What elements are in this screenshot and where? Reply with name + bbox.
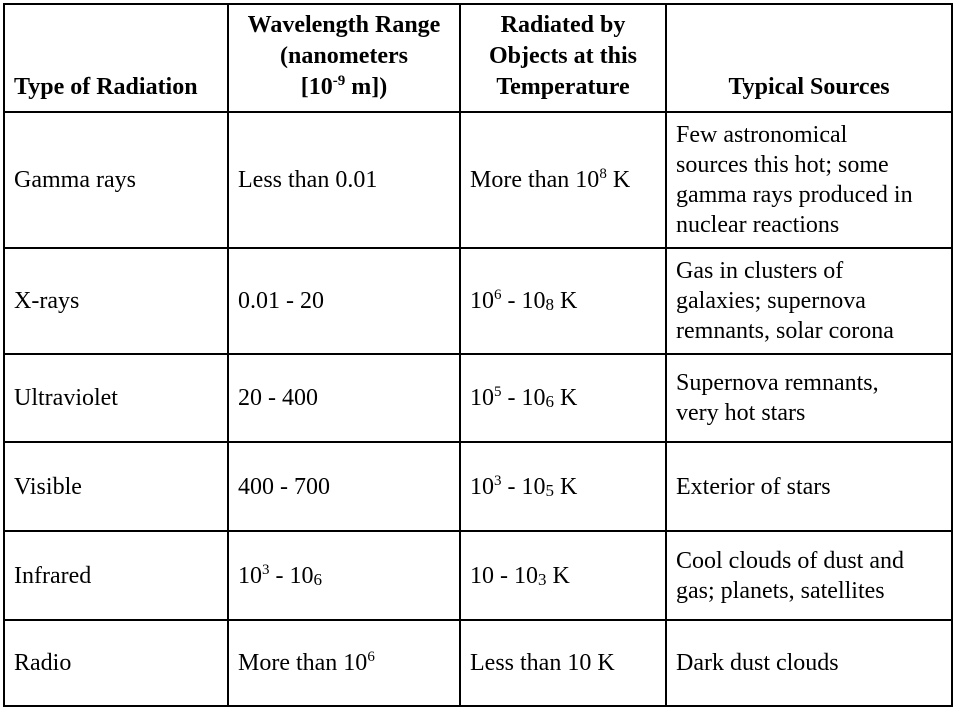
cell-type: X-rays xyxy=(4,248,228,354)
cell-wavelength: 400 - 700 xyxy=(228,442,460,531)
cell-wavelength: $10^3 - 10_6$ xyxy=(228,531,460,620)
table-header-row xyxy=(4,4,952,112)
cell-temperature: Less than 10 K xyxy=(460,620,666,706)
cell-wavelength: 20 - 400 xyxy=(228,354,460,442)
cell-type: Infrared xyxy=(4,531,228,620)
cell-sources: Few astronomical sources this hot; some gamma rays produced in nuclear reactions xyxy=(666,112,952,248)
table-row xyxy=(4,112,952,248)
cell-sources: Gas in clusters of galaxies; supernova remnants, solar corona xyxy=(666,248,952,354)
cell-temperature: $10^6 - 10_8$ K xyxy=(460,248,666,354)
cell-type: Ultraviolet xyxy=(4,354,228,442)
cell-temperature: $10^5 - 10_6$ K xyxy=(460,354,666,442)
table-row xyxy=(4,248,952,354)
table-row xyxy=(4,531,952,620)
table-row xyxy=(4,442,952,531)
cell-type: Visible xyxy=(4,442,228,531)
cell-temperature: More than $10^8$ K xyxy=(460,112,666,248)
cell-temperature: $10 - 10_3$ K xyxy=(460,531,666,620)
cell-sources: Supernova remnants, very hot stars xyxy=(666,354,952,442)
header-temperature: Radiated by Objects at this Temperature xyxy=(460,4,666,112)
cell-sources: Exterior of stars xyxy=(666,442,952,531)
cell-sources: Cool clouds of dust and gas; planets, satellites xyxy=(666,531,952,620)
cell-sources: Dark dust clouds xyxy=(666,620,952,706)
cell-wavelength: 0.01 - 20 xyxy=(228,248,460,354)
header-type-of-radiation: Type of Radiation xyxy=(4,4,228,112)
cell-wavelength: Less than 0.01 xyxy=(228,112,460,248)
header-wavelength-range: Wavelength Range (nanometers [$10^{-9}$ m]) xyxy=(228,4,460,112)
table-row xyxy=(4,354,952,442)
radiation-table xyxy=(3,3,953,707)
cell-wavelength: More than $10^6$ xyxy=(228,620,460,706)
cell-type: Gamma rays xyxy=(4,112,228,248)
table-row xyxy=(4,620,952,706)
cell-temperature: $10^3 - 10_5$ K xyxy=(460,442,666,531)
header-typical-sources: Typical Sources xyxy=(666,4,952,112)
cell-type: Radio xyxy=(4,620,228,706)
